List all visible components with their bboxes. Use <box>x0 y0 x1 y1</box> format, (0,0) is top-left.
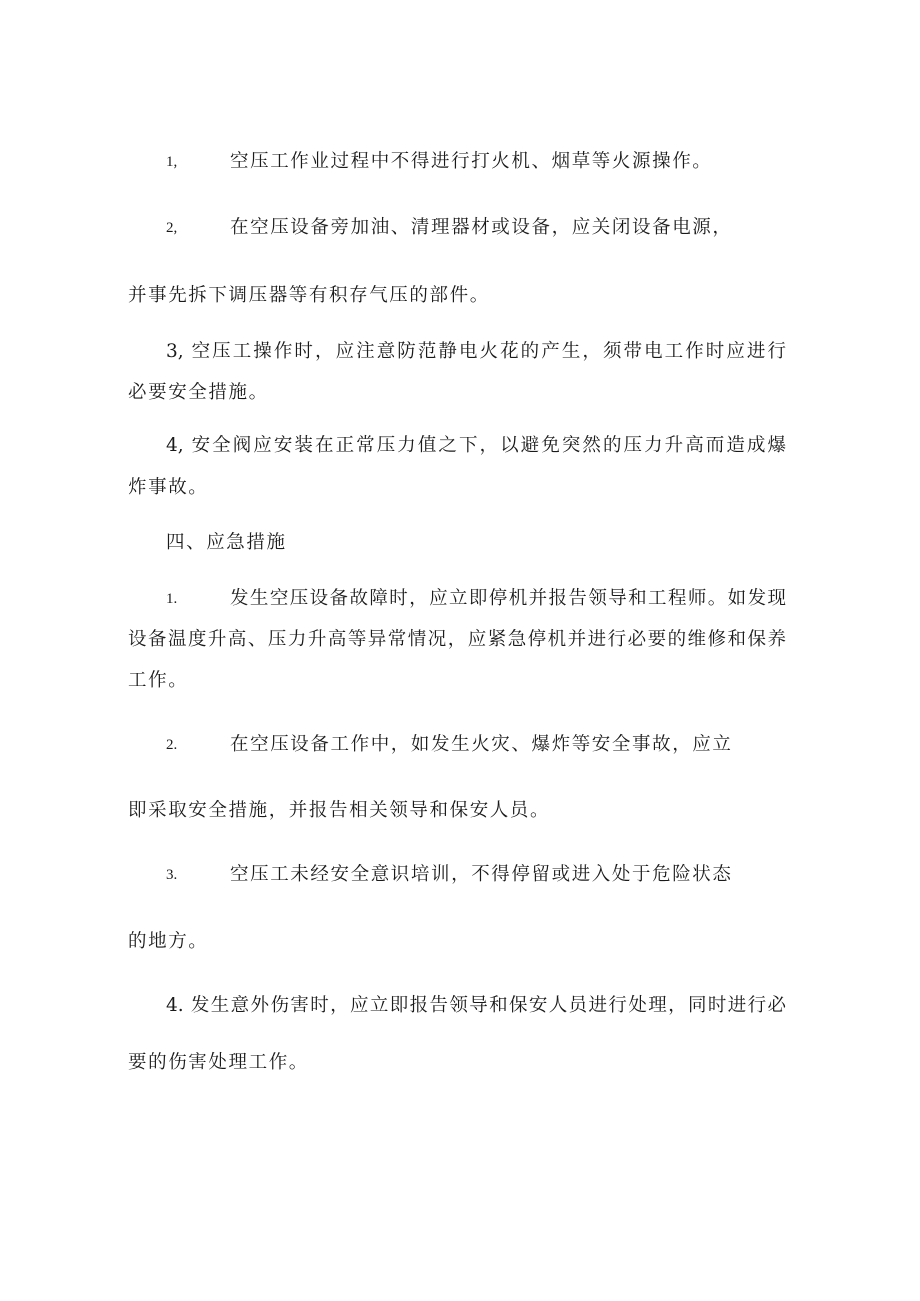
item-4-line-2: 炸事故。 <box>128 477 209 498</box>
item-1-number: 1, <box>166 154 178 170</box>
emergency-4-line-2: 要的伤害处理工作。 <box>128 1052 309 1073</box>
emergency-3-line-2: 的地方。 <box>128 931 209 952</box>
emergency-3-line-1: 空压工未经安全意识培训，不得停留或进入处于危险状态 <box>230 864 733 885</box>
emergency-1-line-2: 设备温度升高、压力升高等异常情况，应紧急停机并进行必要的维修和保养 <box>128 629 786 650</box>
item-2-number: 2, <box>166 220 178 236</box>
item-3-line-2: 必要安全措施。 <box>128 382 269 403</box>
emergency-2-number: 2. <box>166 737 178 753</box>
emergency-1-line-1: 发生空压设备故障时，应立即停机并报告领导和工程师。如发现 <box>230 588 786 609</box>
emergency-4-line-1: 4. 发生意外伤害时，应立即报告领导和保安人员进行处理，同时进行必 <box>166 995 786 1016</box>
item-3-line-1: 3, 空压工操作时，应注意防范静电火花的产生，须带电工作时应进行 <box>166 341 786 362</box>
item-2-line-1: 在空压设备旁加油、清理器材或设备，应关闭设备电源， <box>230 217 733 238</box>
item-4-line-1: 4, 安全阀应安装在正常压力值之下，以避免突然的压力升高而造成爆 <box>166 435 786 456</box>
item-2-line-2: 并事先拆下调压器等有积存气压的部件。 <box>128 285 490 306</box>
emergency-1-line-3: 工作。 <box>128 670 189 691</box>
emergency-3-number: 3. <box>166 867 178 883</box>
item-1-text: 空压工作业过程中不得进行打火机、烟草等火源操作。 <box>230 151 713 172</box>
emergency-2-line-1: 在空压设备工作中，如发生火灾、爆炸等安全事故，应立 <box>230 734 733 755</box>
emergency-1-number: 1. <box>166 591 178 607</box>
section-heading: 四、应急措施 <box>166 532 287 553</box>
emergency-2-line-2: 即采取安全措施，并报告相关领导和保安人员。 <box>128 800 551 821</box>
